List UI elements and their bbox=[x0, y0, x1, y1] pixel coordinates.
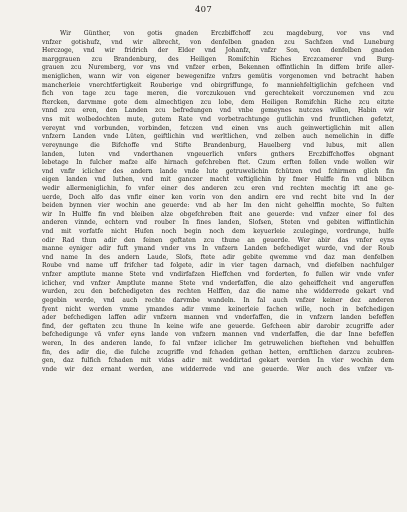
text-line: vnd vnfir iclicher des andern lande vnde lute getruwelichin fchützen vnd fchirmen glich fin bbox=[42, 167, 394, 175]
text-line: weren, In des anderen lande, fo fal vnfzer iclicher Im getruwelichen bieftehen vnd behulffen bbox=[42, 339, 394, 347]
text-line: landen, luten vnd vnderthanen vngeuerlich vnfers gnthers Erczbiffchoffes obgnant bbox=[42, 150, 394, 158]
text-line: vnfzer gotishufz, vnd wir albrecht, von denfelben gnaden zcu Sachfzen vnd Luneburg bbox=[42, 38, 394, 46]
text-line: wurden, zcu den befchedigeten des rechten Helffen, daz die name nhe widderrede gekart vnd bbox=[42, 288, 394, 296]
text-line: wir In Hulffe fin vnd bleiben alze obgefchreben fteit ane geuerde: vnd vnfzer einer fol des bbox=[42, 210, 394, 218]
text-line: vereynt vnd vorbunden, vorbinden, fetczen vnd einen vns auch geinwertiglichin mit allen bbox=[42, 124, 394, 132]
text-line: meniglichen, wann wir von eigener bewegenifze vnfzrs gemütis vorgenomen vnd betracht haben bbox=[42, 73, 394, 81]
text-line: gegebin werde, vnd auch rechte darvmbe wandeln. In fal auch vnfzer keiner dez anderen bbox=[42, 296, 394, 304]
text-line: vnfzer amptlute manne Stete vnd vndirfafzen Hieffchen vnd forderten, fo fullen wir vnde vnfer bbox=[42, 271, 394, 279]
text-line: lebetage In fulcher mafze alfe hirnach gefchreben ftet. Czum erften follen vnde wollen wir bbox=[42, 159, 394, 167]
text-line: vnfzern Landen vnde Lüten, geiftlichin vnd werltlichen, vnd zelben auch nemelichin in diffe bbox=[42, 133, 394, 141]
text-line: anderen vinnde, echtern vnd rouber In fines landen, Slofsen, Steten vnd gebiten wiffintlichin bbox=[42, 219, 394, 227]
text-line: befchedigunge vā vnfer eyns lande von vnfzern mannen vnd vnderfaffen, die dar Inne befeffen bbox=[42, 331, 394, 339]
text-line: vns mit wolbedochten mute, gutem Rate vnd vorbetrachtunge gutlichin vnd fruntlichen gefetzt, bbox=[42, 116, 394, 124]
text-line: beiden bynnen vier wochin ane geuerde: vnd ab her Im den nicht gehelffin mochte, So fulten bbox=[42, 202, 394, 210]
text-line: grauen zcu Nuremberg, vor vns vnd vnfzer erben, Bekennen offintlichin In diffem brife aller- bbox=[42, 64, 394, 72]
text-line: manne eyniger adir fuft ymand vnder vns In vnfzern Landen befchediget wurde, vnd der Roub bbox=[42, 245, 394, 253]
text-line: fich von tage zcu tage meren, die vorczukouen vnd gerechtekeit vorczunemen vnd zcu bbox=[42, 90, 394, 98]
body-text bbox=[42, 30, 394, 374]
text-line: Wir Günther, von gotis gnaden Erczbiffchoff zcu magdeburg, vor vns vnd bbox=[60, 30, 394, 37]
text-line: gen, daz fulfich fchaden mit vidas adir mit weddirtad gekart werden In vier wochin dem bbox=[42, 357, 394, 365]
text-line: mancherleie vnerchtfertigkeit Rouberige vnd obirgriffunge, fo manniehfeltiglichin gefcheen vnd bbox=[42, 81, 394, 89]
text-line: fyent nicht werden vmme ymandes adir vmme keinerleie fachen wille, noch in befchedigen bbox=[42, 305, 394, 313]
text-line: ftercken, darvmme gote dem almechtigen zcu lobe, dem Heiligen Romifchin Riche zcu eitzte bbox=[42, 98, 394, 106]
text-line: wedir allermeniglichin, fo vnfer einer des anderen zcu eren vnd rechten mechtig ift ane ge- bbox=[42, 184, 394, 192]
text-line: iclicher, vnd vnfzer Amptlute manne Stete vnd vnderfaffen, die alzo geheiffcheit vnd angeruffen bbox=[42, 279, 394, 287]
text-line: find, der geftaten zcu thune In keine wife ane geuerde. Gefcheen abir darobir zcugriffe ader bbox=[42, 322, 394, 330]
text-line: vereynunge die Bifchoffe vnd Stifte Brandenburg, Hauelberg vnd lubus, mit allen bbox=[42, 141, 394, 149]
text-line: Herczoge, vnd wir fridrich der Elder vnd Johanfz, vnfzr Son, von denfelben gnaden bbox=[42, 47, 394, 55]
text-line: uerde, Doch alfo das vnfir einer ken vorin von den andirn ere vnd recht bite vnd In der bbox=[42, 193, 394, 201]
text-line: eigen landen vnd luthen, vnd mit ganczer macht veftiglichin by fmer Hulffe fin vnd blibcn bbox=[42, 176, 394, 184]
text-line: marggrauen zcu Brandenburg, des Heiligen Romifchin Riches Erczcamerer vnd Burg- bbox=[42, 55, 394, 63]
page-number: 407 bbox=[194, 5, 213, 15]
text-line: vnde wir dez ernant werden, ane widderrede vnd ane geuerde. Wer auch des vnfzer vn- bbox=[42, 365, 394, 373]
text-line: odir Rad thun adir den feinen geftaten zcu thune an geuerde. Wer abir das vnfer eyns bbox=[42, 236, 394, 244]
text-line: fin, des adir die, die fulche zcugriffe vnd fchaden gethan hetten, ernftlichen darzcu zcubren- bbox=[42, 348, 394, 356]
text-line: vnd mit vorfatfe nicht Hufen noch begin noch dem keyuerleie zculeginge, vordrunge, hulfe bbox=[42, 228, 394, 236]
text-line: vnnd zcu eren, den Landen zcu befredungen vnd vnbe gemeynes nutczes willen, Habin wir bbox=[42, 107, 394, 115]
text-line: Roube vnd name uff frifcher tad folgete, adir in vier tagen darnach, vnd diefelben nachfulger bbox=[42, 262, 394, 270]
text-line: vnd name In des andern Laude, Slofs, ftete adir gebite qwemme vnd daz man denfelben bbox=[42, 253, 394, 261]
text-line: ader befchedigen laffen adir vnfzern mannen vnd vnderfaffen, die in vnfzern landen befeffen bbox=[42, 314, 394, 322]
